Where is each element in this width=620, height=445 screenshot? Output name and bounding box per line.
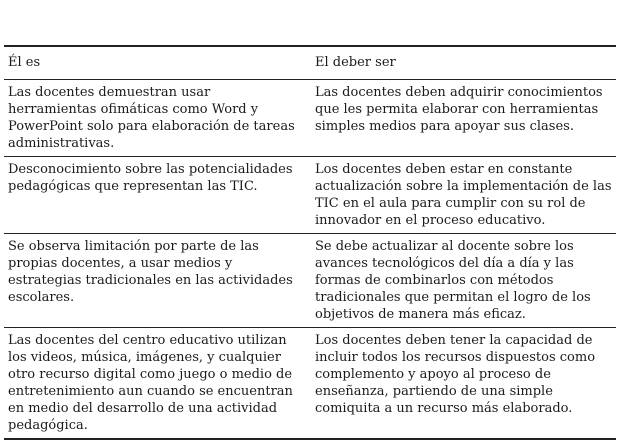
comparison-table	[4, 45, 616, 440]
table-row	[4, 328, 616, 440]
cell-el-deber-ser: Se debe actualizar al docente sobre los avances tecnológicos del día a día y las formas de combinarlos con métodos tradicionales que permitan el logro de los objetivos de manera más eficaz.	[307, 234, 616, 328]
header-row	[4, 46, 616, 80]
cell-el-es: Desconocimiento sobre las potencialidades pedagógicas que representan las TIC.	[4, 157, 307, 234]
header-el-es: Él es	[4, 46, 307, 80]
header-el-deber-ser: El deber ser	[307, 46, 616, 80]
table-row	[4, 157, 616, 234]
table-header	[4, 46, 616, 80]
cell-el-es: Las docentes del centro educativo utilizan los videos, música, imágenes, y cualquier otro recurso digital como juego o medio de entretenimiento aun cuando se encuentran en medio del desarrollo de una actividad pedagógica.	[4, 328, 307, 440]
cell-el-deber-ser: Los docentes deben tener la capacidad de incluir todos los recursos dispuestos como complemento y apoyo al proceso de enseñanza, partiendo de una simple comiquita a un recurso más elaborado.	[307, 328, 616, 440]
cell-el-es: Se observa limitación por parte de las propias docentes, a usar medios y estrategias tradicionales en las actividades escolares.	[4, 234, 307, 328]
cell-el-deber-ser: Los docentes deben estar en constante actualización sobre la implementación de las TIC en el aula para cumplir con su rol de innovador en el proceso educativo.	[307, 157, 616, 234]
table-row	[4, 80, 616, 157]
table-body	[4, 80, 616, 440]
cell-el-es: Las docentes demuestran usar herramientas ofimáticas como Word y PowerPoint solo para elaboración de tareas administrativas.	[4, 80, 307, 157]
cell-el-deber-ser: Las docentes deben adquirir conocimientos que les permita elaborar con herramientas simples medios para apoyar sus clases.	[307, 80, 616, 157]
table-row	[4, 234, 616, 328]
